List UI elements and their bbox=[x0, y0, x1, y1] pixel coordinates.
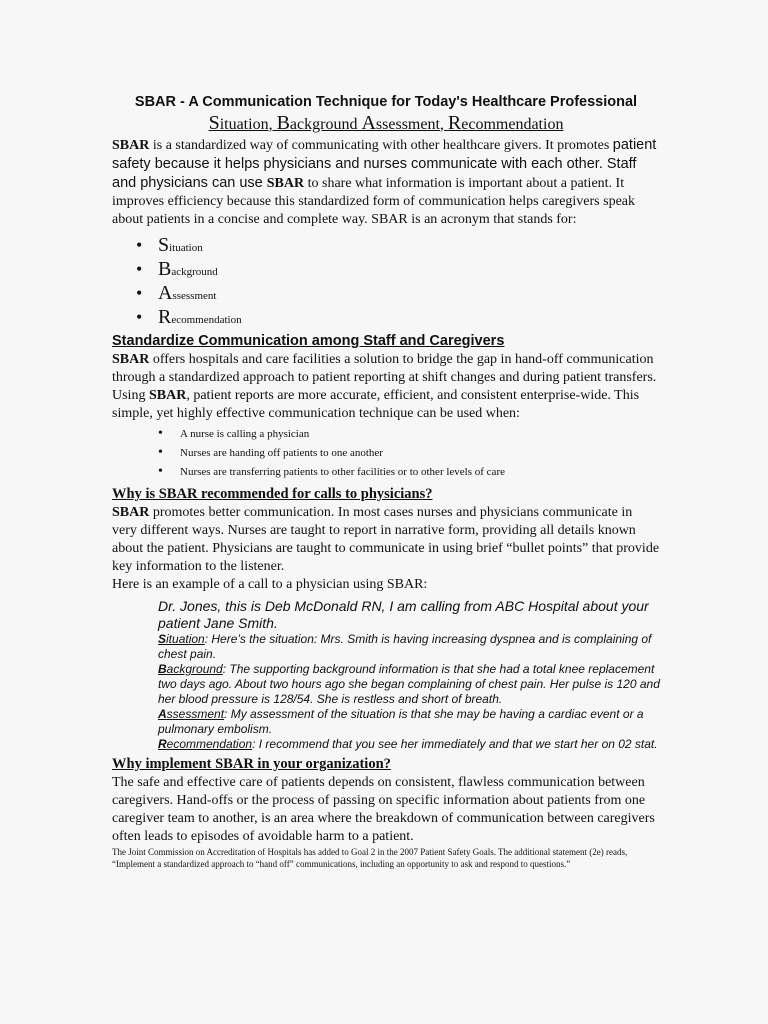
subtitle-sep-1: , bbox=[268, 116, 277, 133]
intro-text-3: to share what information is important about a patient. It improves efficiency because this standardized form of communication helps caregivers speak about patients in a concise and complete way. SBAR is an acronym that stands for: bbox=[112, 176, 635, 227]
section1-p2-pre: Using bbox=[112, 388, 149, 403]
acronym-item-recommendation bbox=[136, 305, 660, 329]
intro-term-2: SBAR bbox=[266, 176, 305, 191]
acronym-rest: ssessment bbox=[172, 290, 217, 302]
footnote: The Joint Commission on Accreditation of Hospitals has added to Goal 2 in the 2007 Patient Safety Goals. The additional statement (2e) reads, “Implement a standardized approach to “hand off” communications, including an opportunity to ask and respond to questions.” bbox=[112, 847, 628, 869]
usage-list bbox=[112, 425, 660, 482]
subtitle-a-cap: A bbox=[361, 112, 376, 134]
step-text: : My assessment of the situation is that she may be having a cardiac event or a pulmonary embolism. bbox=[158, 707, 644, 736]
section1-term: SBAR bbox=[112, 352, 150, 367]
step-label bbox=[158, 707, 224, 721]
acronym-cap: A bbox=[158, 282, 173, 304]
intro-text-1: is a standardized way of communicating with other healthcare givers. It promotes bbox=[149, 138, 613, 153]
step-rest: ackground bbox=[166, 662, 223, 676]
acronym-rest: ecommendation bbox=[171, 314, 242, 326]
section1-paragraph-2 bbox=[112, 387, 660, 423]
step-rest: ecommendation bbox=[166, 737, 253, 751]
subtitle-s-cap: S bbox=[208, 112, 220, 134]
acronym-item-background bbox=[136, 257, 660, 281]
subtitle-s-rest: ituation bbox=[219, 116, 269, 133]
step-rest: ituation bbox=[166, 632, 205, 646]
page-title: SBAR - A Communication Technique for Today's Healthcare Professional bbox=[134, 94, 638, 110]
step-cap: B bbox=[158, 662, 167, 676]
example-step-recommendation bbox=[158, 737, 660, 752]
section-heading-standardize: Standardize Communication among Staff and Caregivers bbox=[112, 333, 505, 349]
acronym-item-assessment bbox=[136, 281, 660, 305]
acronym-cap: R bbox=[158, 306, 172, 328]
example-intro: Dr. Jones, this is Deb McDonald RN, I am calling from ABC Hospital about your patient Jane Smith. bbox=[158, 598, 649, 631]
section2-paragraph-1 bbox=[112, 504, 660, 576]
acronym-cap: S bbox=[158, 234, 170, 256]
section-heading-why-implement: Why implement SBAR in your organization? bbox=[112, 756, 391, 772]
intro-paragraph bbox=[112, 136, 660, 229]
subtitle-b-rest: ackground bbox=[289, 116, 362, 133]
step-text: : The supporting background information is that she had a total knee replacement two days ago. About two hours ago she began complaining of chest pain. Her pulse is 120 and her blood pressure is 128/54. She is restless and short of breath. bbox=[158, 662, 660, 706]
section2-text: promotes better communication. In most cases nurses and physicians communicate in very different ways. Nurses are taught to report in narrative form, providing all details known about the patient. Physicians are taught to communicate in using brief “bullet points” that provide key information to the listener. bbox=[112, 505, 660, 574]
example-step-background bbox=[158, 662, 660, 707]
section3-paragraph: The safe and effective care of patients depends on consistent, flawless communication between caregivers. Hand-offs or the process of passing on specific information about patients from one caregiver team to another, is an area where the breakdown of communication between caregivers often leads to episodes of avoidable harm to a patient. bbox=[112, 775, 655, 844]
step-text: : I recommend that you see her immediately and that we start her on 02 stat. bbox=[252, 737, 658, 751]
acronym-list bbox=[112, 233, 660, 329]
subtitle-sep-2: , bbox=[439, 116, 448, 133]
example-step-situation bbox=[158, 632, 660, 662]
section1-p2-text: , patient reports are more accurate, efficient, and consistent enterprise-wide. This simple, yet highly effective communication technique can be used when: bbox=[112, 388, 640, 421]
section2-paragraph-2: Here is an example of a call to a physician using SBAR: bbox=[112, 577, 428, 592]
step-label bbox=[158, 662, 223, 676]
usage-item: • A nurse is calling a physician bbox=[158, 425, 660, 444]
acronym-rest: ackground bbox=[171, 266, 218, 278]
subtitle-r-cap: R bbox=[447, 112, 462, 134]
section-heading-why-recommended: Why is SBAR recommended for calls to physicians? bbox=[112, 486, 433, 502]
acronym-rest: ituation bbox=[169, 242, 203, 254]
subtitle-b-cap: B bbox=[276, 112, 290, 134]
step-label bbox=[158, 737, 252, 751]
acronym-cap: B bbox=[158, 258, 172, 280]
section2-term: SBAR bbox=[112, 505, 150, 520]
step-cap: A bbox=[158, 707, 167, 721]
usage-item: • Nurses are transferring patients to other facilities or to other levels of care bbox=[158, 463, 660, 482]
intro-term: SBAR bbox=[112, 138, 150, 153]
intro-text-2: patient safety because it helps physicians and nurses communicate with each other. Staff and physicians can use bbox=[112, 137, 657, 191]
step-cap: S bbox=[158, 632, 167, 646]
step-rest: ssessment bbox=[166, 707, 225, 721]
example-call bbox=[158, 598, 660, 752]
usage-item: • Nurses are handing off patients to one another bbox=[158, 444, 660, 463]
step-cap: R bbox=[158, 737, 167, 751]
subtitle-r-rest: ecommendation bbox=[461, 116, 564, 133]
example-step-assessment bbox=[158, 707, 660, 737]
subtitle-a-rest: ssessment bbox=[375, 116, 440, 133]
acronym-item-situation bbox=[136, 233, 660, 257]
step-text: : Here’s the situation: Mrs. Smith is having increasing dyspnea and is complaining of chest pain. bbox=[158, 632, 652, 661]
page-subtitle bbox=[112, 112, 660, 136]
section1-text: offers hospitals and care facilities a solution to bridge the gap in hand-off communication through a standardized approach to patient reporting at shift changes and during patient transfers. bbox=[112, 352, 657, 385]
step-label bbox=[158, 632, 205, 646]
section1-paragraph-1 bbox=[112, 351, 660, 387]
section1-p2-term: SBAR bbox=[148, 388, 187, 403]
